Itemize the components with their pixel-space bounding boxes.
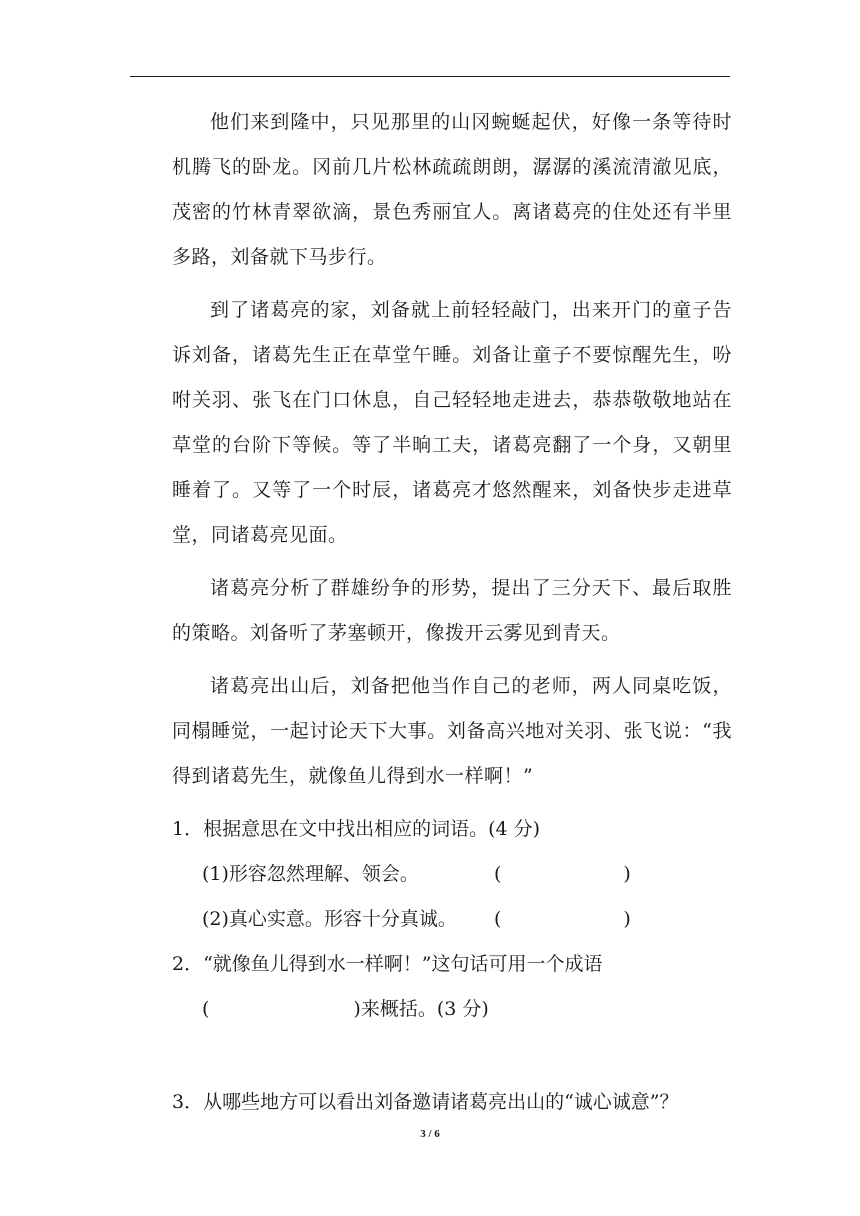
answer-blank-1-open[interactable]: (: [494, 863, 502, 885]
passage-paragraph-1: 他们来到隆中，只见那里的山冈蜿蜒起伏，好像一条等待时机腾飞的卧龙。冈前几片松林疏疏朗朗，潺潺的溪流清澈见底，茂密的竹林青翠欲滴，景色秀丽宜人。离诸葛亮的住处还有半里多路，刘备就下马步行。: [172, 111, 732, 268]
question-2-suffix: )来概括。(3 分): [353, 998, 489, 1020]
question-1: 1．根据意思在文中找出相应的词语。(4 分): [172, 818, 541, 840]
question-1-item-1-label: (1)形容忽然理解、领会。: [202, 863, 419, 885]
passage-paragraph-4: 诸葛亮出山后，刘备把他当作自己的老师，两人同桌吃饭，同榻睡觉，一起讨论天下大事。刘备高兴地对关羽、张飞说：“我得到诸葛先生，就像鱼儿得到水一样啊！”: [172, 675, 732, 787]
answer-blank-2-open[interactable]: (: [494, 908, 502, 930]
question-2-answer-line: [172, 987, 732, 1032]
page-content: [172, 100, 732, 1125]
answer-blank-1-close[interactable]: ): [623, 863, 631, 885]
passage-paragraph-2: 到了诸葛亮的家，刘备就上前轻轻敲门，出来开门的童子告诉刘备，诸葛先生正在草堂午睡。刘备让童子不要惊醒先生，吩咐关羽、张飞在门口休息，自己轻轻地走进去，恭恭敬敬地站在草堂的台阶下等候。等了半晌工夫，诸葛亮翻了一个身，又朝里睡着了。又等了一个时辰，诸葛亮才悠然醒来，刘备快步走进草堂，同诸葛亮见面。: [172, 299, 732, 546]
answer-blank-2-close[interactable]: ): [623, 908, 631, 930]
question-1-item-2-label: (2)真心实意。形容十分真诚。: [202, 908, 457, 930]
question-1-item-1: [172, 852, 732, 897]
answer-space: [172, 1032, 732, 1080]
question-1-item-2: [172, 897, 732, 942]
answer-blank-3-open[interactable]: (: [202, 998, 210, 1020]
passage-paragraph-3: 诸葛亮分析了群雄纷争的形势，提出了三分天下、最后取胜的策略。刘备听了茅塞顿开，像拨开云雾见到青天。: [172, 577, 732, 644]
header-rule: [130, 76, 730, 77]
question-2: 2．“就像鱼儿得到水一样啊！”这句话可用一个成语: [172, 953, 603, 975]
question-3: 3．从哪些地方可以看出刘备邀请诸葛亮出山的“诚心诚意”？: [172, 1091, 679, 1113]
page-number: 3 / 6: [420, 1128, 440, 1140]
